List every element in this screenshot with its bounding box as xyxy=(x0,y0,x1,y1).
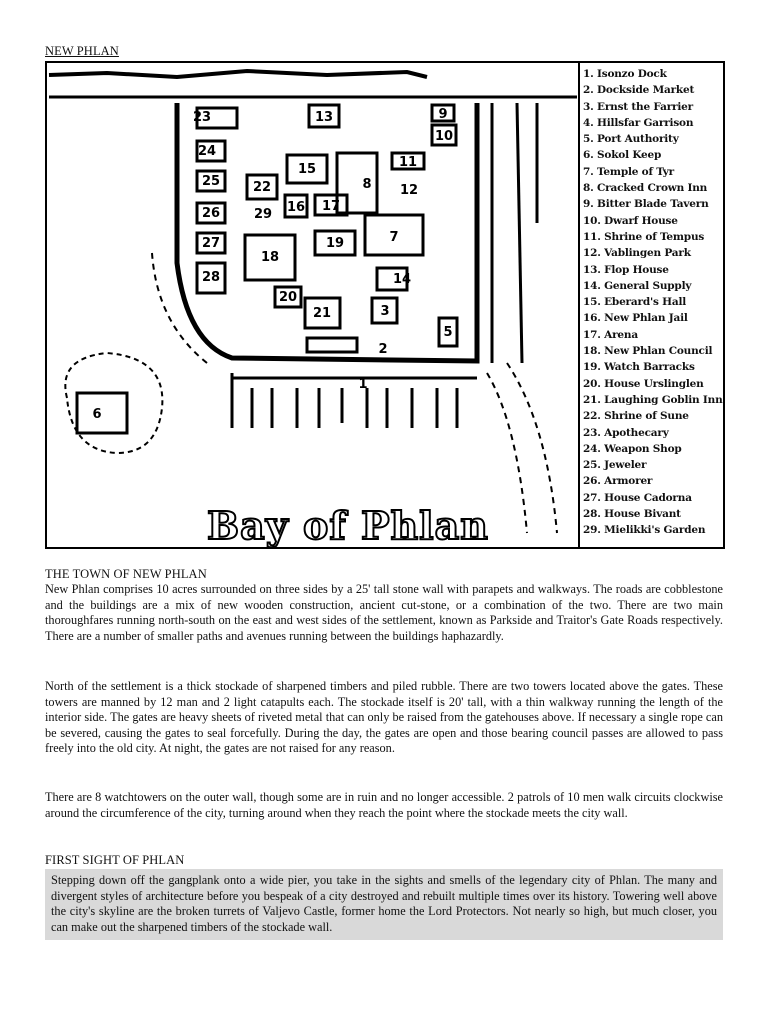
legend-item: 10. Dwarf House xyxy=(583,214,678,227)
legend-item: 19. Watch Barracks xyxy=(583,361,695,374)
legend-item: 3. Ernst the Farrier xyxy=(583,100,693,113)
bldg-3: 3 xyxy=(380,304,390,319)
legend-item: 5. Port Authority xyxy=(583,133,679,146)
bldg-27: 27 xyxy=(201,236,221,251)
bldg-22: 22 xyxy=(252,180,272,195)
bldg-15: 15 xyxy=(297,162,317,177)
legend-item: 25. Jeweler xyxy=(583,459,647,472)
bldg-11: 11 xyxy=(398,155,418,170)
legend-item: 8. Cracked Crown Inn xyxy=(583,182,708,195)
legend-item: 7. Temple of Tyr xyxy=(583,165,674,178)
town-paragraph: There are 8 watchtowers on the outer wall, though some are in ruin and no longer accessible. 2 patrols of 10 men walk circuits clockwise around the circumference of the city, turning around when they reach the point where the stockade meets the city wall. xyxy=(45,790,723,820)
bldg-7: 7 xyxy=(389,230,399,245)
read-aloud-box: Stepping down off the gangplank onto a wide pier, you take in the sights and smells of the legendary city of Phlan. The many and divergent styles of architecture before you bespeak of a city destroyed and rebuilt multiple times over its history. Towering well above the city's skyline are the broken turrets of Valjevo Castle, former home the Lord Protectors. Not nearly so high, but much closer, you can make out the sharpened timbers of the stockade wall. xyxy=(45,869,723,940)
bldg-12: 12 xyxy=(399,183,419,198)
island-shore xyxy=(65,353,162,453)
town-paragraph: North of the settlement is a thick stockade of sharpened timbers and piled rubble. There are two towers located above the gates. These towers are manned by 12 man and 2 light catapults each. The stockade itself is 20' tall, with a thin walkway running the length of the interior side. The gates are heavy sheets of riveted metal that can only be raised from the gatehouses above. If necessary a single rope can be severed, causing the gates to seal forcefully. During the day, the gates are open and those bearing council passes are allowed to pass freely into the old city. At night, the gates are not raised for any reason. xyxy=(45,679,723,756)
bldg-19: 19 xyxy=(325,236,345,251)
bldg-14: 14 xyxy=(392,272,412,287)
legend-item: 26. Armorer xyxy=(583,475,653,488)
legend-item: 20. House Urslinglen xyxy=(583,377,704,390)
bldg-10: 10 xyxy=(434,129,454,144)
legend-item: 1. Isonzo Dock xyxy=(583,68,667,80)
legend-item: 24. Weapon Shop xyxy=(583,442,682,455)
bldg-23: 23 xyxy=(192,110,212,125)
map-legend xyxy=(578,63,723,547)
legend-item: 18. New Phlan Council xyxy=(583,345,713,358)
bldg-13: 13 xyxy=(314,110,334,125)
legend-item: 2. Dockside Market xyxy=(583,84,695,97)
bldg-8: 8 xyxy=(362,177,372,192)
bldg-21: 21 xyxy=(312,306,332,321)
bldg-1: 1 xyxy=(358,377,368,392)
legend-item: 27. House Cadorna xyxy=(583,491,692,504)
bldg-16: 16 xyxy=(286,200,306,215)
bldg-17: 17 xyxy=(321,199,341,214)
legend-item: 4. Hillsfar Garrison xyxy=(583,116,694,129)
legend-item: 12. Vablingen Park xyxy=(583,247,691,260)
map-heading: NEW PHLAN xyxy=(45,44,119,58)
legend-item: 23. Apothecary xyxy=(583,426,669,439)
bay-of-phlan-label: Bay of Phlan xyxy=(207,503,489,548)
dock-piers xyxy=(232,373,457,428)
bldg-26: 26 xyxy=(201,206,221,221)
map-drawing xyxy=(47,63,578,547)
bldg-28: 28 xyxy=(201,270,221,285)
legend-item: 9. Bitter Blade Tavern xyxy=(583,198,709,211)
legend-item: 15. Eberard's Hall xyxy=(583,296,687,309)
bldg-29: 29 xyxy=(253,207,273,222)
legend-item: 13. Flop House xyxy=(583,263,669,276)
bldg-24: 24 xyxy=(197,144,217,159)
legend-item: 16. New Phlan Jail xyxy=(583,312,688,325)
legend-item: 28. House Bivant xyxy=(583,508,681,521)
bldg-5: 5 xyxy=(443,325,453,340)
legend-item: 6. Sokol Keep xyxy=(583,149,662,162)
town-heading: THE TOWN OF NEW PHLAN xyxy=(45,567,207,581)
bldg-18: 18 xyxy=(260,250,280,265)
legend-item: 14. General Supply xyxy=(583,279,692,292)
city-map xyxy=(45,61,725,549)
bldg-25: 25 xyxy=(201,174,221,189)
bldg-20: 20 xyxy=(278,290,298,305)
legend-item: 22. Shrine of Sune xyxy=(583,410,689,423)
bldg-6: 6 xyxy=(92,407,102,422)
town-paragraph: New Phlan comprises 10 acres surrounded on three sides by a 25' tall stone wall with parapets and walkways. The roads are cobblestone and the buildings are a mix of new wooden construction, ancient cut-stone, or a combination of the two. There are two main thoroughfares running north-south on the east and west sides of the settlement, known as Parkside and Traitor's Gate Roads respectively. There are a number of smaller paths and avenues running between the buildings haphazardly. xyxy=(45,582,723,643)
bldg-2: 2 xyxy=(378,342,388,357)
legend-item: 21. Laughing Goblin Inn xyxy=(583,393,723,406)
bldg-9: 9 xyxy=(438,107,448,122)
legend-item: 11. Shrine of Tempus xyxy=(583,230,705,243)
legend-item: 29. Mielikki's Garden xyxy=(583,524,706,537)
legend-item: 17. Arena xyxy=(583,328,638,341)
first-sight-heading: FIRST SIGHT OF PHLAN xyxy=(45,853,185,867)
